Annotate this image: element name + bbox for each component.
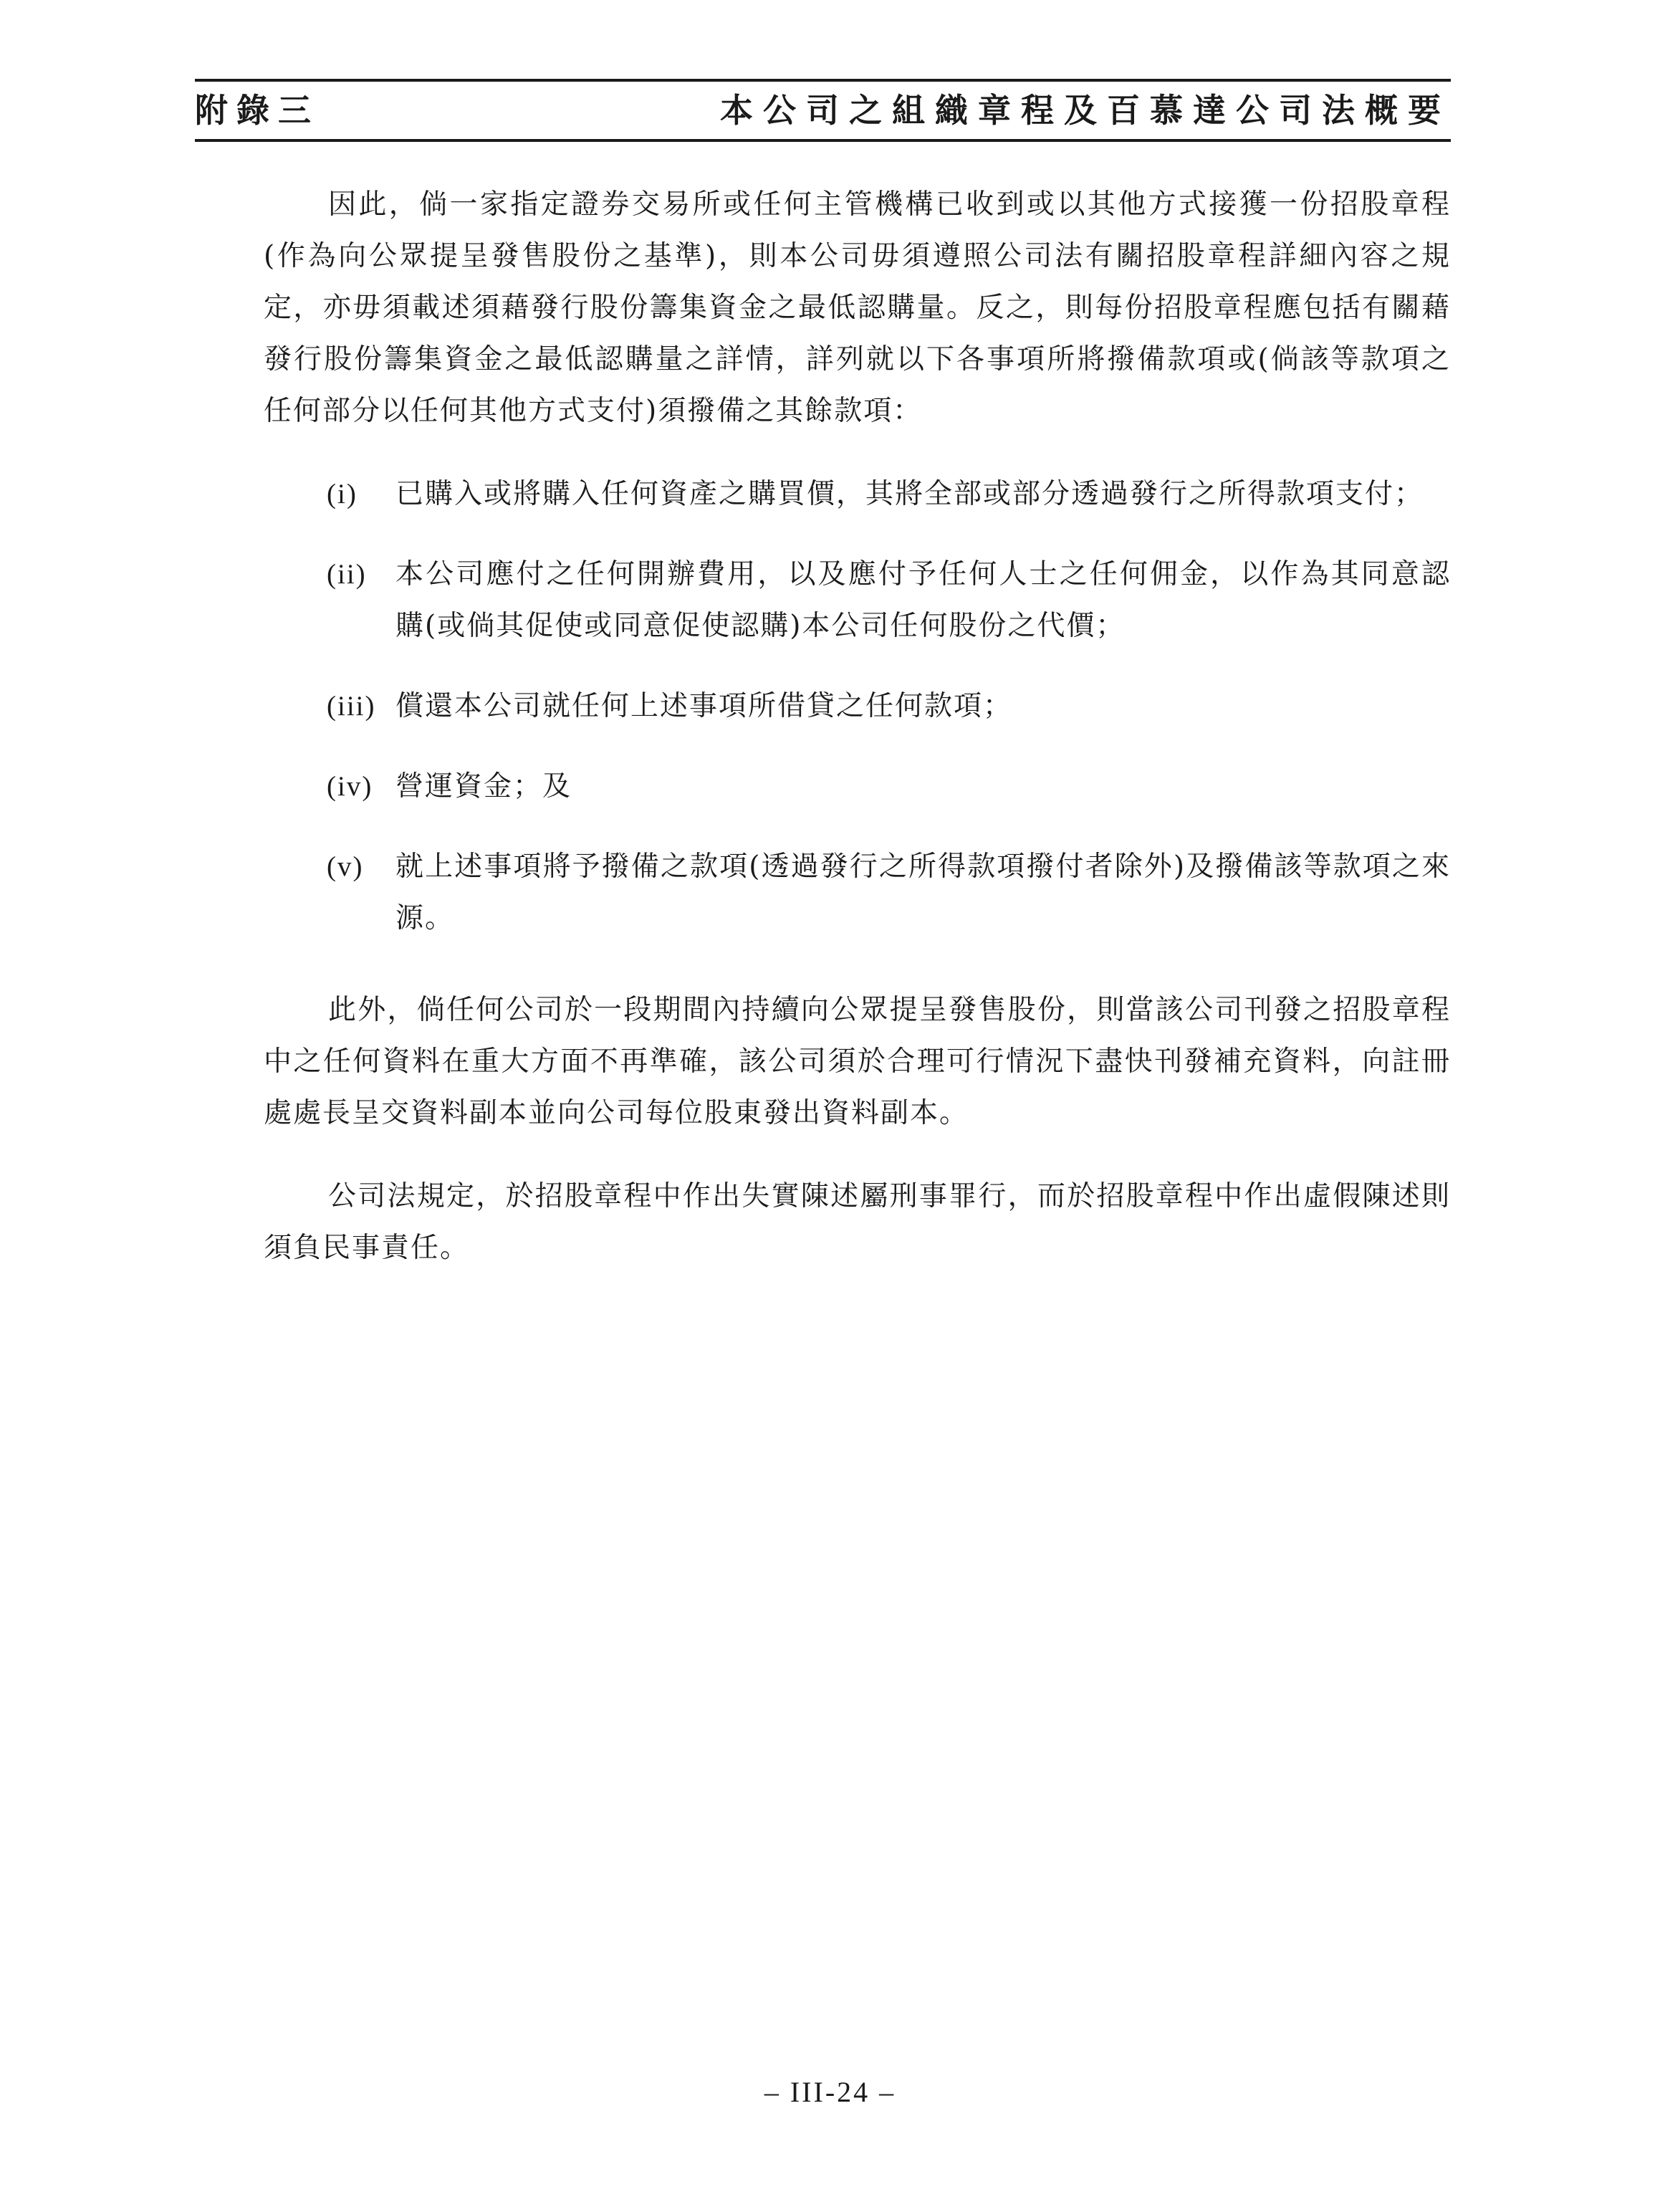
list-item-label: (i) bbox=[327, 479, 358, 509]
header-top-rule bbox=[195, 79, 1451, 82]
list-item-label: (iii) bbox=[327, 691, 376, 722]
list-item-text: 本公司應付之任何開辦費用，以及應付予任何人士之任何佣金，以作為其同意認購(或倘其促使或同意促使認購)本公司任何股份之代價； bbox=[395, 558, 1451, 642]
paragraph-prospectus-requirements: 因此，倘一家指定證券交易所或任何主管機構已收到或以其他方式接獲一份招股章程(作為向公眾提呈發售股份之基準)，則本公司毋須遵照公司法有關招股章程詳細內容之規定，亦毋須載述須藉發行股份籌集資金之最低認購量。反之，則每份招股章程應包括有關藉發行股份籌集資金之最低認購量之詳情，詳列就以下各事項所將撥備款項或(倘該等款項之任何部分以任何其他方式支付)須撥備之其餘款項： bbox=[264, 188, 1451, 427]
section-title: 本公司之組織章程及百慕達公司法概要 bbox=[720, 91, 1451, 130]
list-item-text: 營運資金；及 bbox=[395, 770, 572, 803]
list-item-text: 已購入或將購入任何資產之購買價，其將全部或部分透過發行之所得款項支付； bbox=[395, 478, 1424, 510]
page-number: – III-24 – bbox=[764, 2076, 896, 2108]
list-item bbox=[264, 469, 1451, 520]
appendix-label: 附錄三 bbox=[195, 91, 320, 130]
list-item-text: 就上述事項將予撥備之款項(透過發行之所得款項撥付者除外)及撥備該等款項之來源。 bbox=[395, 851, 1451, 934]
list-item-label: (ii) bbox=[327, 559, 367, 590]
list-item bbox=[264, 761, 1451, 813]
paragraph-supplementary-info: 此外，倘任何公司於一段期間內持續向公眾提呈發售股份，則當該公司刊發之招股章程中之任何資料在重大方面不再準確，該公司須於合理可行情況下盡快刊發補充資料，向註冊處處長呈交資料副本並向公司每位股東發出資料副本。 bbox=[264, 994, 1451, 1129]
list-item bbox=[264, 681, 1451, 732]
list-item bbox=[264, 841, 1451, 944]
list-item bbox=[264, 549, 1451, 652]
paragraph-misstatement-liability: 公司法規定，於招股章程中作出失實陳述屬刑事罪行，而於招股章程中作出虛假陳述則須負民事責任。 bbox=[264, 1180, 1451, 1264]
list-item-text: 償還本公司就任何上述事項所借貸之任何款項； bbox=[395, 690, 1013, 722]
list-item-label: (v) bbox=[327, 851, 364, 882]
page-header bbox=[195, 79, 1451, 143]
header-bottom-rule bbox=[195, 139, 1451, 142]
document-body bbox=[264, 179, 1451, 1306]
list-item-label: (iv) bbox=[327, 771, 373, 802]
